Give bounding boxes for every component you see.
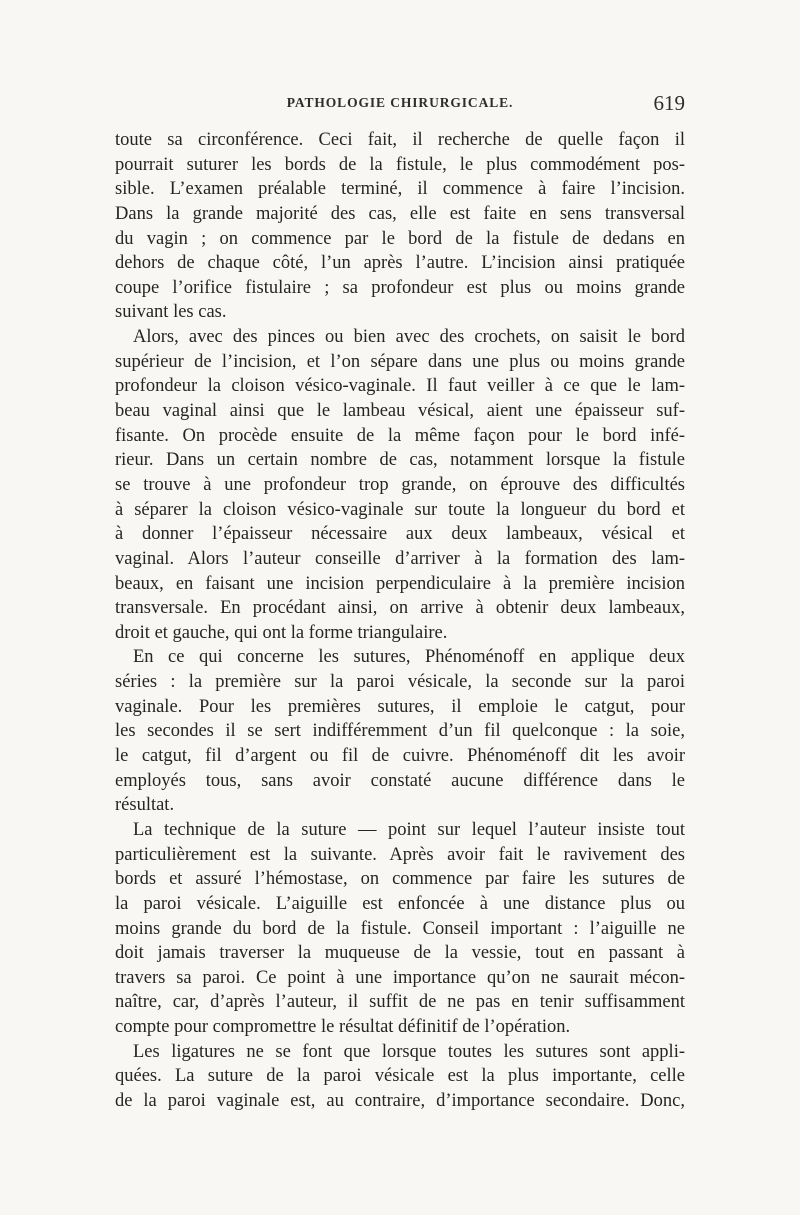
- text-line: toute sa circonférence. Ceci fait, il recherche de quelle façon il: [115, 130, 685, 150]
- text-line: les secondes il se sert indifféremment d’un fil quelconque : la soie,: [115, 721, 685, 742]
- text-line: La technique de la suture — point sur lequel l’auteur insiste tout: [133, 819, 685, 840]
- page-number: 619: [653, 91, 685, 115]
- text-line: vaginal. Alors l’auteur conseille d’arriver à la formation des lam-: [115, 548, 685, 569]
- text-line: vaginale. Pour les premières sutures, il emploie le catgut, pour: [115, 696, 685, 717]
- text-line: à donner l’épaisseur nécessaire aux deux lambeaux, vésical et: [115, 524, 685, 545]
- text-line: Dans la grande majorité des cas, elle est faite en sens transversal: [115, 203, 685, 224]
- text-line: travers sa paroi. Ce point à une importance qu’on ne saurait mécon-: [115, 967, 685, 988]
- header-title: PATHOLOGIE CHIRURGICALE.: [286, 95, 514, 110]
- text-line: profondeur la cloison vésico-vaginale. Il faut veiller à ce que le lam-: [115, 376, 685, 397]
- text-line: transversale. En procédant ainsi, on arrive à obtenir deux lambeaux,: [115, 598, 685, 619]
- text-line: coupe l’orifice fistulaire ; sa profondeur est plus ou moins grande: [115, 277, 685, 298]
- text-line: à séparer la cloison vésico-vaginale sur toute la longueur du bord et: [115, 499, 685, 520]
- text-line: pourrait suturer les bords de la fistule, le plus commodément pos-: [115, 154, 685, 175]
- text-line: de la paroi vaginale est, au contraire, d’importance secondaire. Donc,: [115, 1090, 685, 1111]
- text-line: la paroi vésicale. L’aiguille est enfoncée à une distance plus ou: [115, 893, 685, 914]
- text-line: résultat.: [115, 795, 175, 816]
- body-text: [115, 128, 685, 1114]
- text-line: fisante. On procède ensuite de la même façon pour le bord infé-: [115, 425, 685, 446]
- text-line: bords et assuré l’hémostase, on commence par faire les sutures de: [115, 869, 685, 890]
- text-line: dehors de chaque côté, l’un après l’autre. L’incision ainsi pratiquée: [115, 253, 685, 274]
- text-line: moins grande du bord de la fistule. Conseil important : l’aiguille ne: [115, 918, 685, 939]
- text-line: du vagin ; on commence par le bord de la fistule de dedans en: [115, 228, 685, 249]
- text-line: sible. L’examen préalable terminé, il commence à faire l’incision.: [115, 179, 685, 200]
- text-line: quées. La suture de la paroi vésicale est la plus importante, celle: [115, 1066, 685, 1087]
- running-header: [115, 92, 685, 116]
- text-line: particulièrement est la suivante. Après avoir fait le ravivement des: [115, 844, 685, 865]
- text-line: Les ligatures ne se font que lorsque toutes les sutures sont appli-: [133, 1041, 685, 1062]
- text-line: supérieur de l’incision, et l’on sépare dans une plus ou moins grande: [115, 351, 685, 372]
- text-line: suivant les cas.: [115, 302, 227, 323]
- paragraph: [115, 325, 685, 645]
- paragraph: [115, 1040, 685, 1114]
- text-line: le catgut, fil d’argent ou fil de cuivre. Phénoménoff dit les avoir: [115, 746, 685, 767]
- text-line: Alors, avec des pinces ou bien avec des crochets, on saisit le bord: [133, 327, 685, 348]
- text-line: droit et gauche, qui ont la forme triangulaire.: [115, 622, 448, 643]
- paragraph: [115, 645, 685, 817]
- text-line: compte pour compromettre le résultat définitif de l’opération.: [115, 1017, 571, 1038]
- text-line: rieur. Dans un certain nombre de cas, notamment lorsque la fistule: [115, 450, 685, 471]
- text-line: doit jamais traverser la muqueuse de la vessie, tout en passant à: [115, 943, 685, 964]
- text-line: beaux, en faisant une incision perpendiculaire à la première incision: [115, 573, 685, 594]
- paragraph: [115, 128, 685, 325]
- text-line: se trouve à une profondeur trop grande, on éprouve des difficultés: [115, 474, 685, 495]
- text-line: employés tous, sans avoir constaté aucune différence dans le: [115, 770, 685, 791]
- text-line: naître, car, d’après l’auteur, il suffit de ne pas en tenir suffisamment: [115, 992, 685, 1013]
- paragraph: [115, 818, 685, 1040]
- text-line: séries : la première sur la paroi vésicale, la seconde sur la paroi: [115, 672, 685, 693]
- text-line: En ce qui concerne les sutures, Phénoménoff en applique deux: [133, 647, 685, 668]
- text-line: beau vaginal ainsi que le lambeau vésical, aient une épaisseur suf-: [115, 401, 685, 422]
